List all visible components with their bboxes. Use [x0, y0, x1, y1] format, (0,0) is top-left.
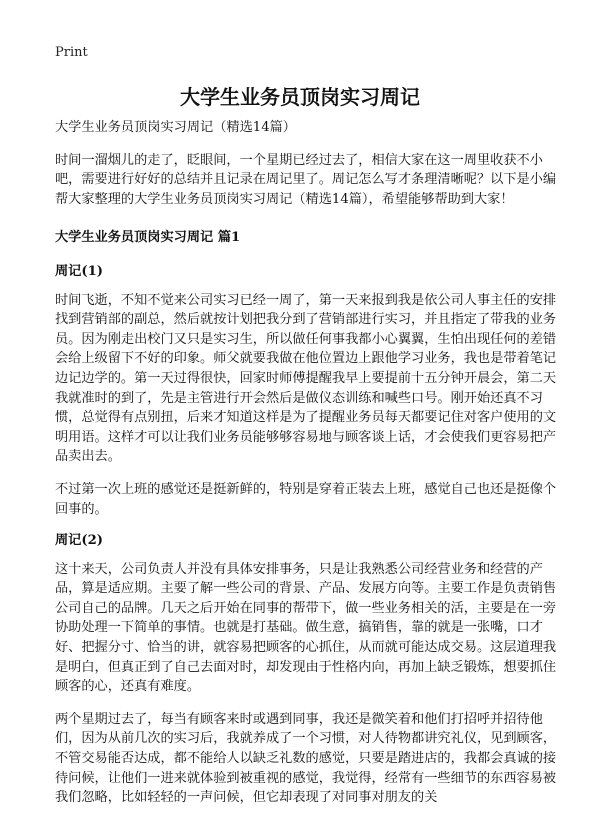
section-heading: 大学生业务员顶岗实习周记 篇1 [55, 230, 241, 246]
week-heading-2: 周记(2) [55, 533, 104, 549]
week-2-paragraph-2: 两个星期过去了，每当有顾客来时或遇到同事，我还是微笑着和他们打招呼并招待他们，因为从前几次的实习后，我就养成了一个习惯，对人待物都讲究礼仪，见到顾客，不管交易能否达成，都不能给人以缺乏礼数的感觉，只要是踏进店的，我都会真诚的接待问候，让他们一进来就体验到被重视的感觉，我觉得，经常有一些细节的东西容易被我们忽略，比如轻轻的一声问候，但它却表现了对同事对朋友的关 [55, 711, 557, 806]
week-1-paragraph-1: 时间飞逝，不知不觉来公司实习已经一周了，第一天来报到我是依公司人事主任的安排找到营销部的副总，然后就按计划把我分到了营销部进行实习，并且指定了带我的业务员。因为刚走出校门又只是实习生，所以做任何事我都小心翼翼，生怕出现任何的差错会给上级留下不好的印象。师父就要我做在他位置边上跟他学习业务，我也是带着笔记边记边学的。第一天过得很快，回家时师傅提醒我早上要提前十五分钟开晨会，第二天我就准时的到了，先是主管进行开会然后是做仪态训练和喊些口号。刚开始还真不习惯，总觉得有点别扭，后来才知道这样是为了提醒业务员每天都要记住对客户使用的文明用语。这样才可以让我们业务员能够够容易地与顾客谈上话，才会使我们更容易把产品卖出去。 [55, 292, 557, 465]
week-2-paragraph-1: 这十来天，公司负责人并没有具体安排事务，只是让我熟悉公司经营业务和经营的产品，算是适应期。主要了解一些公司的背景、产品、发展方向等。主要工作是负责销售公司自己的品牌。几天之后开始在同事的帮带下，做一些业务相关的活，主要是在一旁协助处理一下简单的事情。也就是打基础。做生意，搞销售，靠的就是一张嘴，口才好、把握分寸、恰当的讲，就容易把顾客的心抓住，从而就可能达成交易。这层道理我是明白，但真正到了自己去面对时，却发现由于性格内向，再加上缺乏锻炼，想要抓住顾客的心，还真有难度。 [55, 561, 557, 695]
document-body [55, 118, 562, 821]
document-subtitle: 大学生业务员顶岗实习周记（精选14篇） [55, 120, 296, 135]
week-heading-1: 周记(1) [55, 263, 104, 279]
intro-paragraph: 时间一溜烟儿的走了，眨眼间，一个星期已经过去了，相信大家在这一周里收获不小吧，需要进行好好的总结并且记录在周记里了。周记怎么写才条理清晰呢？以下是小编帮大家整理的大学生业务员顶岗实习周记（精选14篇），希望能够帮助到大家！ [55, 152, 557, 207]
print-link[interactable]: Print [55, 45, 88, 60]
document-title: 大学生业务员顶岗实习周记 [180, 85, 420, 109]
week-1-paragraph-2: 不过第一次上班的感觉还是挺新鲜的，特别是穿着正装去上班，感觉自己也还是挺像个回事的。 [55, 481, 557, 517]
